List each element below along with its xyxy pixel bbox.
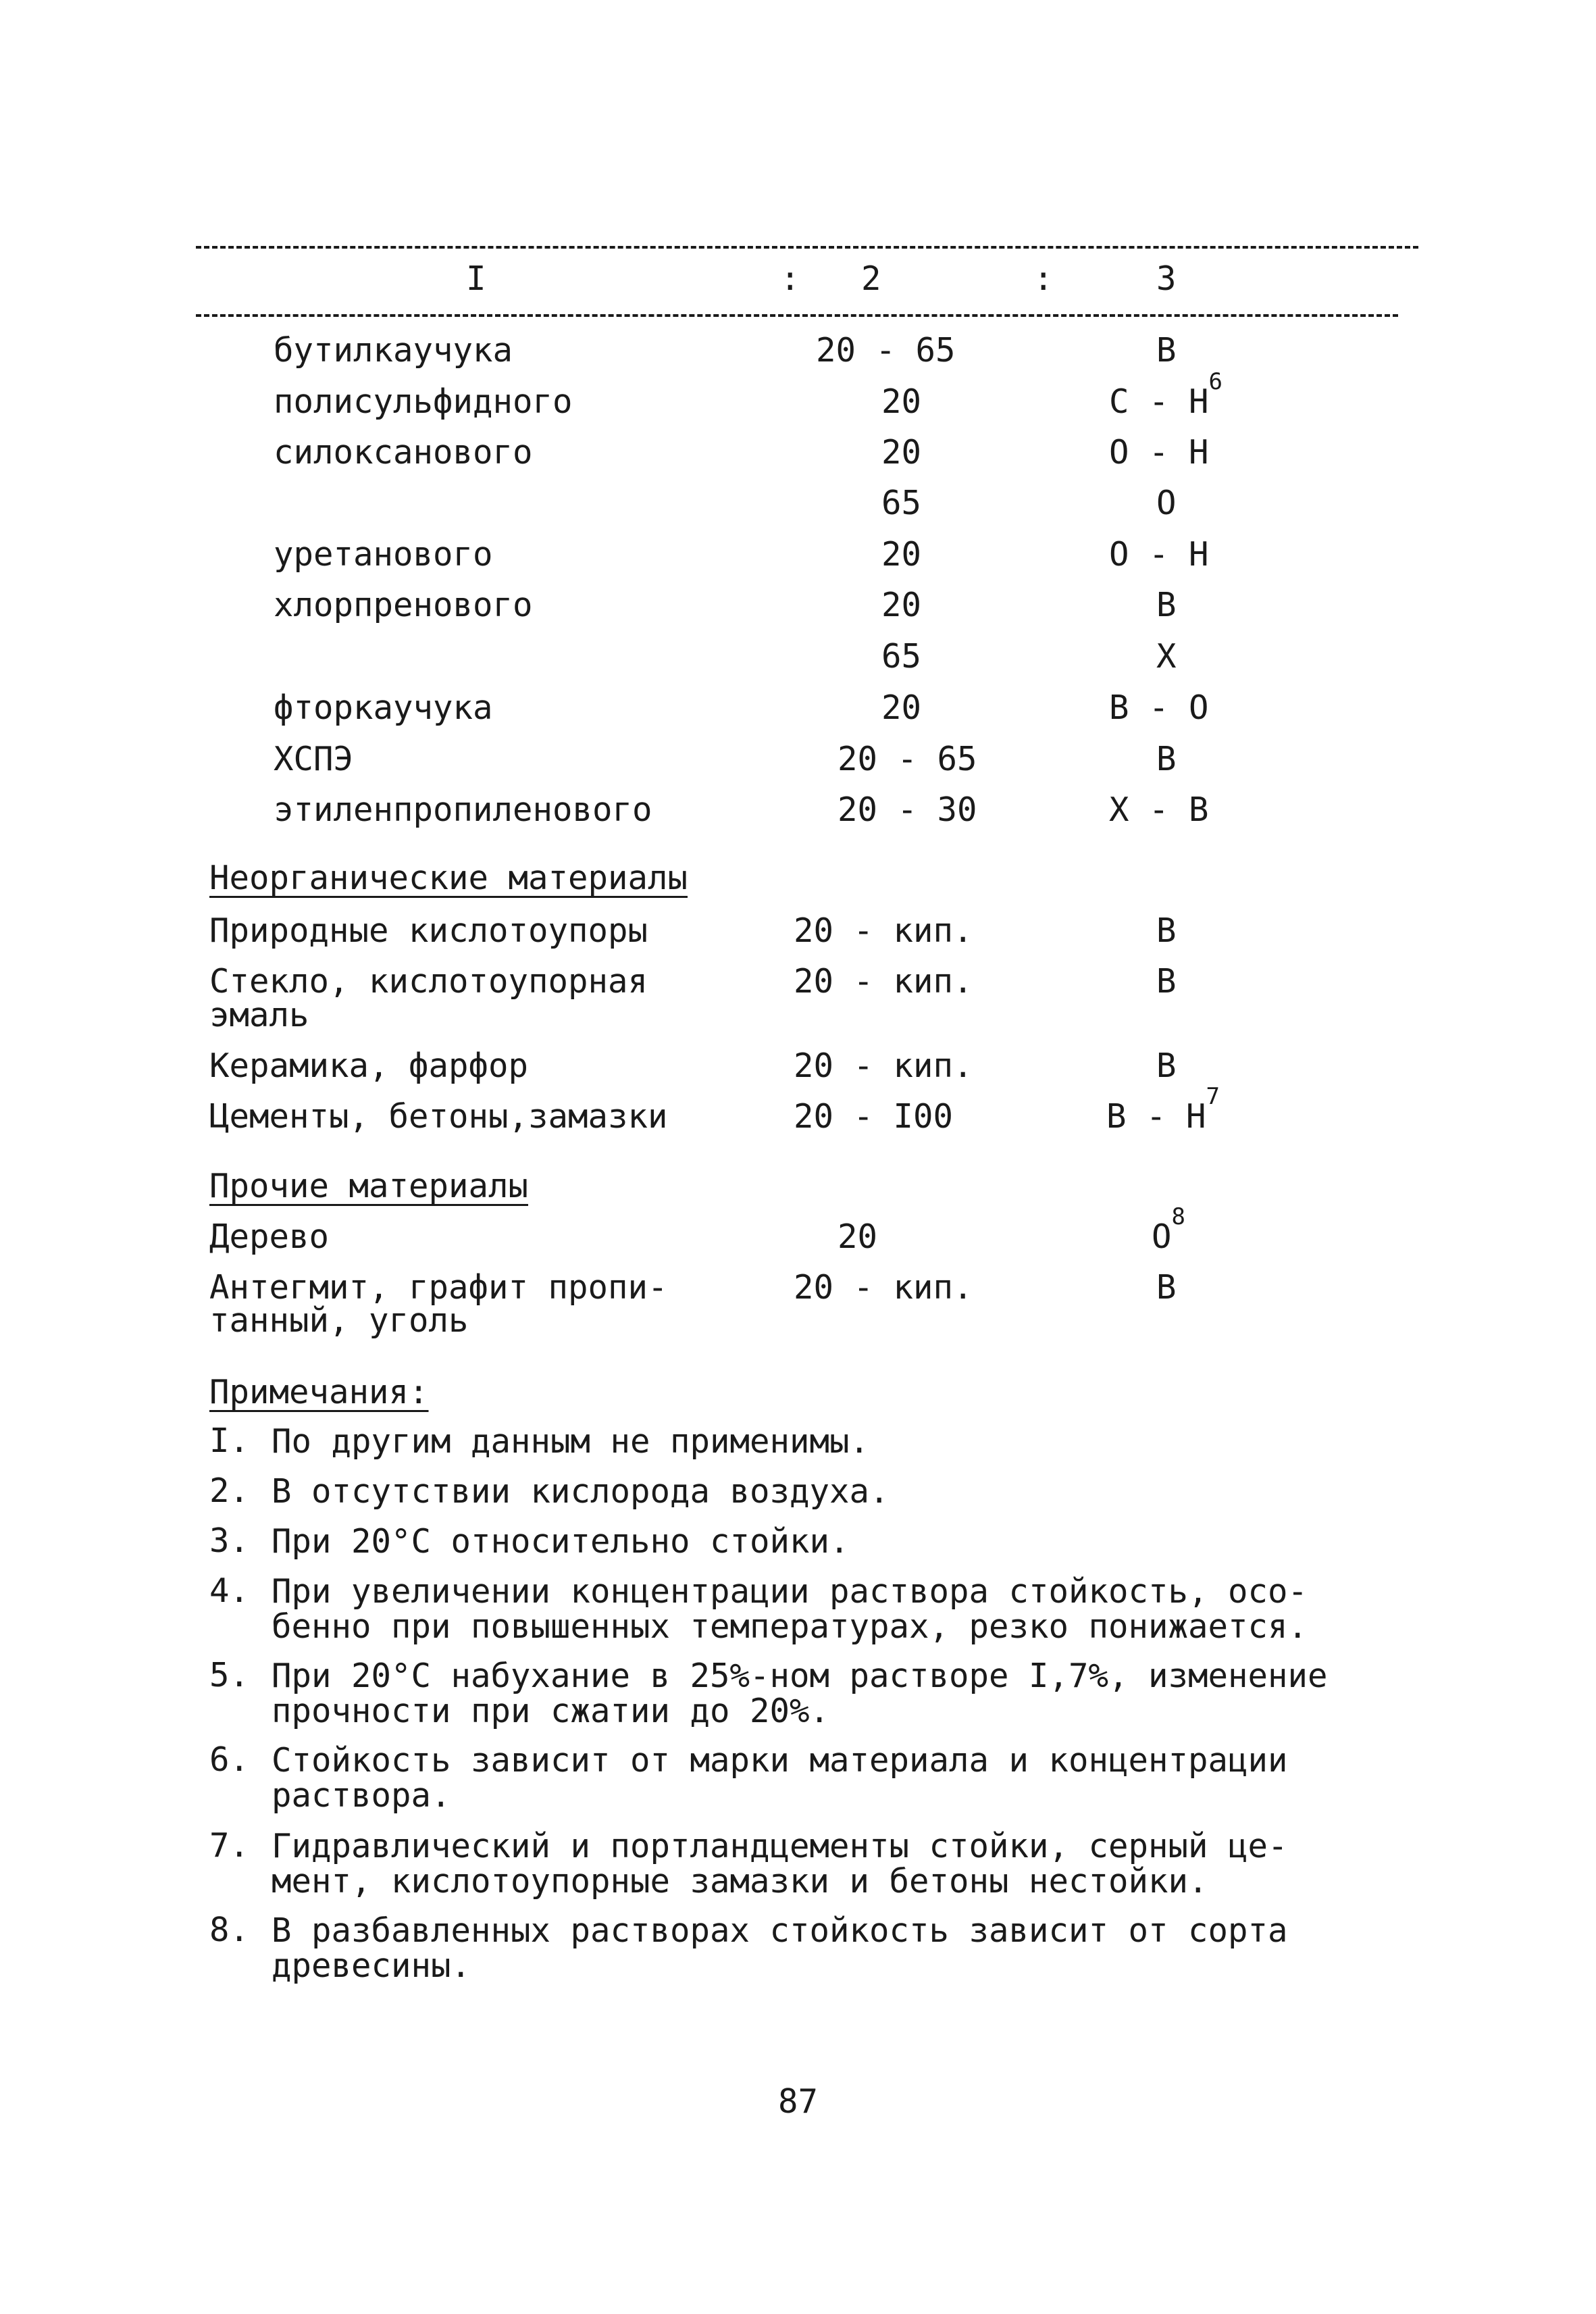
page-number: 87 [777, 2082, 818, 2121]
table-row-temp: 20 - кип. [794, 1268, 973, 1307]
footnote-ref: 8 [1171, 1203, 1185, 1230]
table-row-name: силоксанового [274, 433, 533, 472]
header-col2: 2 [861, 259, 881, 298]
table-row-rating: В [1156, 962, 1177, 1001]
table-row-rating: В [1156, 331, 1177, 370]
table-row-temp: 20 - I00 [794, 1097, 954, 1136]
footnote-ref: 7 [1206, 1083, 1220, 1110]
table-row-name: фторкаучука [274, 688, 493, 727]
table-row-name: этиленпропиленового [274, 790, 652, 829]
header-col1: I [466, 259, 486, 298]
table-row-rating: Х - В [1109, 790, 1209, 829]
note-number: 7. [209, 1826, 250, 1865]
note-text: В разбавленных растворах стойкость зависит от сорта древесины. [272, 1911, 1288, 1985]
header-bottom-rule [196, 314, 1398, 317]
table-row-name-cont: танный, уголь [209, 1301, 469, 1340]
header-sep2: : [1033, 259, 1054, 298]
table-row-temp: 20 - 65 [838, 740, 977, 778]
table-row-rating: С - $Н^6$ [1109, 368, 1222, 421]
table-row-temp: 20 - 30 [838, 790, 977, 829]
table-row-name: полисульфидного [274, 382, 573, 421]
header-col3: 3 [1156, 259, 1177, 298]
table-row-rating: Х [1156, 637, 1177, 676]
note-text: Стойкость зависит от марки материала и концентрации раствора. [272, 1741, 1288, 1815]
header-top-rule [196, 246, 1418, 249]
table-row-temp: 20 [881, 433, 922, 472]
note-text: При увеличении концентрации раствора стойкость, осо- бенно при повышенных температурах, резко понижается. [272, 1572, 1308, 1646]
table-row-rating: В [1156, 1268, 1177, 1307]
table-row-temp: 20 - кип. [794, 911, 973, 950]
table-row-name: хлорпренового [274, 586, 533, 624]
note-text: Гидравлический и портландцементы стойки, серный це- мент, кислотоупорные замазки и бетоны нестойки. [272, 1827, 1288, 1901]
table-row-rating: О [1156, 484, 1177, 522]
notes-heading: Примечания: [209, 1373, 429, 1411]
note-text: При 20°С набухание в 25%-ном растворе I,7%, изменение прочности при сжатии до 20%. [272, 1657, 1328, 1730]
table-row-name: Керамика, фарфор [209, 1047, 529, 1085]
footnote-ref: 6 [1208, 368, 1222, 395]
table-row-temp: 20 [881, 382, 922, 421]
table-row-temp: 20 [838, 1217, 878, 1256]
note-number: 6. [209, 1740, 250, 1779]
table-row-name: ХСПЭ [274, 740, 354, 778]
note-text: В отсутствии кислорода воздуха. [272, 1472, 890, 1511]
table-row-name: Стекло, кислотоупорная [209, 962, 648, 1001]
table-row-rating: О - Н [1109, 535, 1209, 574]
table-row-temp: 65 [881, 484, 922, 522]
table-row-rating: В [1156, 586, 1177, 624]
table-row-rating: В - О [1109, 688, 1209, 727]
table-row-rating: В [1156, 911, 1177, 950]
note-number: 8. [209, 1911, 250, 1949]
note-number: I. [209, 1422, 250, 1460]
table-row-temp: 20 - кип. [794, 962, 973, 1001]
note-number: 5. [209, 1656, 250, 1694]
table-row-name: Цементы, бетоны,замазки [209, 1097, 668, 1136]
note-number: 4. [209, 1571, 250, 1610]
table-row-temp: 20 - кип. [794, 1047, 973, 1085]
header-sep1: : [780, 259, 800, 298]
note-text: По другим данным не применимы. [272, 1422, 870, 1461]
table-row-rating: В - $Н^7$ [1106, 1083, 1220, 1136]
table-row-name: уретанового [274, 535, 493, 574]
table-row-name: Природные кислотоупоры [209, 911, 648, 950]
table-row-name: бутилкаучука [274, 331, 513, 370]
table-row-temp: 20 [881, 688, 922, 727]
section-heading-inorganic: Неорганические материалы [209, 859, 688, 897]
table-row-rating: В [1156, 1047, 1177, 1085]
note-text: При 20°С относительно стойки. [272, 1522, 850, 1561]
section-heading-other: Прочие материалы [209, 1167, 529, 1205]
table-row-temp: 20 [881, 586, 922, 624]
table-row-rating: О - Н [1109, 433, 1209, 472]
table-row-name: Дерево [209, 1217, 330, 1256]
table-row-temp: 65 [881, 637, 922, 676]
table-row-rating: $О^8$ [1152, 1203, 1185, 1256]
table-row-name: Антегмит, графит пропи- [209, 1268, 668, 1307]
table-row-temp: 20 [881, 535, 922, 574]
table-row-name-cont: эмаль [209, 996, 309, 1034]
table-row-temp: 20 - 65 [816, 331, 956, 370]
note-number: 3. [209, 1521, 250, 1560]
table-row-rating: В [1156, 740, 1177, 778]
note-number: 2. [209, 1472, 250, 1510]
